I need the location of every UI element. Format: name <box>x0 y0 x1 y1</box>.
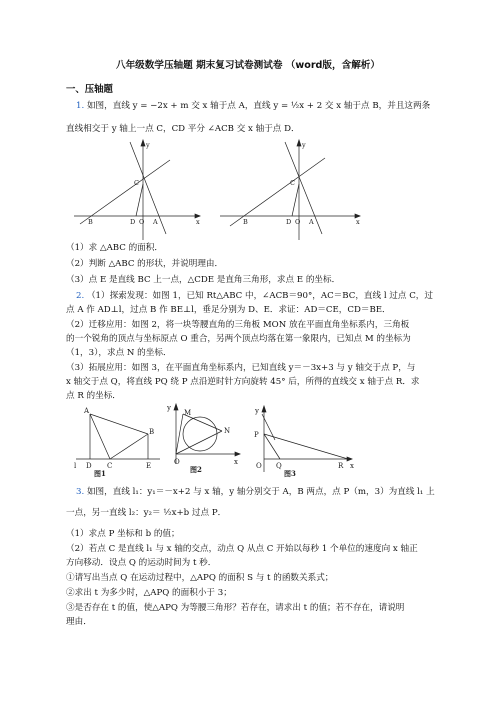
fig1-label-a: A <box>153 218 158 226</box>
q3-sub1: （1）求点 P 坐标和 b 的值； <box>66 529 180 539</box>
fig1-label-d: D <box>130 218 136 226</box>
fig-q2-1-c: C <box>107 462 113 470</box>
fig1-label-x: x <box>196 218 200 226</box>
fig-q2-2-o: O <box>174 458 180 466</box>
fig-q2-2-n: N <box>224 427 231 435</box>
q1-sub1: （1）求 △ABC 的面积． <box>66 243 163 253</box>
q1-number: 1. <box>76 101 85 111</box>
q2-number: 2. <box>76 291 85 301</box>
svg-text:A: A <box>309 218 314 226</box>
fig1-label-y: y <box>146 141 150 149</box>
q3-line1: 3. 如图，直线 l₁：y₁＝－x+2 与 x 轴，y 轴分别交于 A，B 两点，点 P（m，3）为直线 l₁ 上 <box>76 487 435 497</box>
q2-line4: 的一个锐角的顶点与坐标原点 O 重合，另两个顶点均落在第一象限内，已知点 M 的坐标为 <box>66 334 411 344</box>
fig-q2-3-p: P <box>254 431 259 439</box>
fig-q2-2-y: y <box>167 404 171 412</box>
q2-line2: 点 A 作 AD⊥l，过点 B 作 BE⊥l，垂足分别为 D、E．求证：AD＝CE，CD＝BE． <box>66 305 391 315</box>
fig1-label-c: C <box>134 179 139 187</box>
page-title: 八年级数学压轴题 期末复习试卷测试卷 （word版，含解析） <box>116 60 380 71</box>
q3-sub2b: 方向移动．设点 Q 的运动时间为 t 秒． <box>66 558 217 568</box>
q1-figures <box>70 140 430 240</box>
q2-line8: 点 R 的坐标． <box>66 391 121 401</box>
q1-line2: 直线相交于 y 轴上一点 C，CD 平分 ∠ACB 交 x 轴于点 D． <box>66 124 300 134</box>
q1-sub2: （2）判断 △ABC 的形状，并说明理由． <box>66 259 224 269</box>
q2-line5: （1，3），求点 N 的坐标． <box>66 348 172 358</box>
fig-q2-3-y: y <box>255 407 259 415</box>
svg-text:y: y <box>302 141 306 149</box>
q2-line1: 2. （1）探索发现：如图 1，已知 Rt△ABC 中，∠ACB＝90°，AC＝BC，直线 l 过点 C，过 <box>76 291 433 301</box>
fig1-label-o: O <box>139 218 145 226</box>
fig1-label-b: B <box>88 218 93 226</box>
q3-circle3b: 理由． <box>66 617 92 627</box>
fig-q2-3-q: Q <box>276 462 282 470</box>
fig-q2-1-d: D <box>86 462 92 470</box>
fig-q2-1-caption: 图1 <box>94 469 106 478</box>
svg-text:B: B <box>243 218 248 226</box>
svg-text:x: x <box>356 218 360 226</box>
fig-q2-1-b: B <box>149 428 155 436</box>
q3-circle2: ②求出 t 为多少时，△APQ 的面积小于 3； <box>66 588 232 598</box>
q1-sub3: （3）点 E 是直线 BC 上一点，△CDE 是直角三角形，求点 E 的坐标． <box>66 275 341 285</box>
section-heading: 一、压轴题 <box>66 84 113 95</box>
q2-figure1 <box>76 414 160 459</box>
fig-q2-1-l: l <box>74 462 77 470</box>
q2-line3: （2）迁移应用：如图 2，将一块等腰直角的三角板 MON 放在平面直角坐标系内，三角板 <box>66 320 410 330</box>
svg-text:C: C <box>290 179 295 187</box>
q3-circle3a: ③是否存在 t 的值，使△APQ 为等腰三角形？若存在，请求出 t 的值；若不存在，请说明 <box>66 603 405 613</box>
fig-q2-3-r: R <box>338 462 344 470</box>
fig-q2-1-a: A <box>84 407 90 415</box>
svg-text:O: O <box>295 218 301 226</box>
q3-circle1: ①请写出当点 Q 在运动过程中，△APQ 的面积 S 与 t 的函数关系式； <box>66 573 334 583</box>
q3-number: 3. <box>76 487 85 497</box>
q1-figure-left <box>74 140 200 240</box>
fig-q2-2-caption: 图2 <box>190 465 202 474</box>
q2-line7: x 轴交于点 Q，将直线 PQ 绕 P 点沿逆时针方向旋转 45° 后，所得的直线交 x 轴于点 R．求 <box>66 377 420 387</box>
q1-line1: 1. 如图，直线 y = −2x + m 交 x 轴于点 A，直线 y = ½x + 2 交 x 轴于点 B，并且这两条 <box>76 101 431 111</box>
fig-q2-3-x: x <box>350 462 354 470</box>
q2-line6: （3）拓展应用：如图 3，在平面直角坐标系内，已知直线 y＝－3x+3 与 y 轴交于点 P，与 <box>66 363 416 373</box>
svg-text:D: D <box>286 218 292 226</box>
fig-q2-3-o: O <box>256 462 262 470</box>
fig-q2-2-m: M <box>184 409 192 417</box>
q2-figures <box>70 404 430 484</box>
fig-q2-1-e: E <box>146 462 152 470</box>
fig-q2-3-caption: 图3 <box>284 469 296 478</box>
q3-sub2a: （2）若点 C 是直线 l₁ 与 x 轴的交点，动点 Q 从点 C 开始以每秒 1 个单位的速度向 x 轴正 <box>66 544 418 554</box>
fig-q2-2-x: x <box>234 458 238 466</box>
q3-line2: 一点，另一直线 l₂：y₂＝ ½x+b 过点 P． <box>66 508 227 518</box>
